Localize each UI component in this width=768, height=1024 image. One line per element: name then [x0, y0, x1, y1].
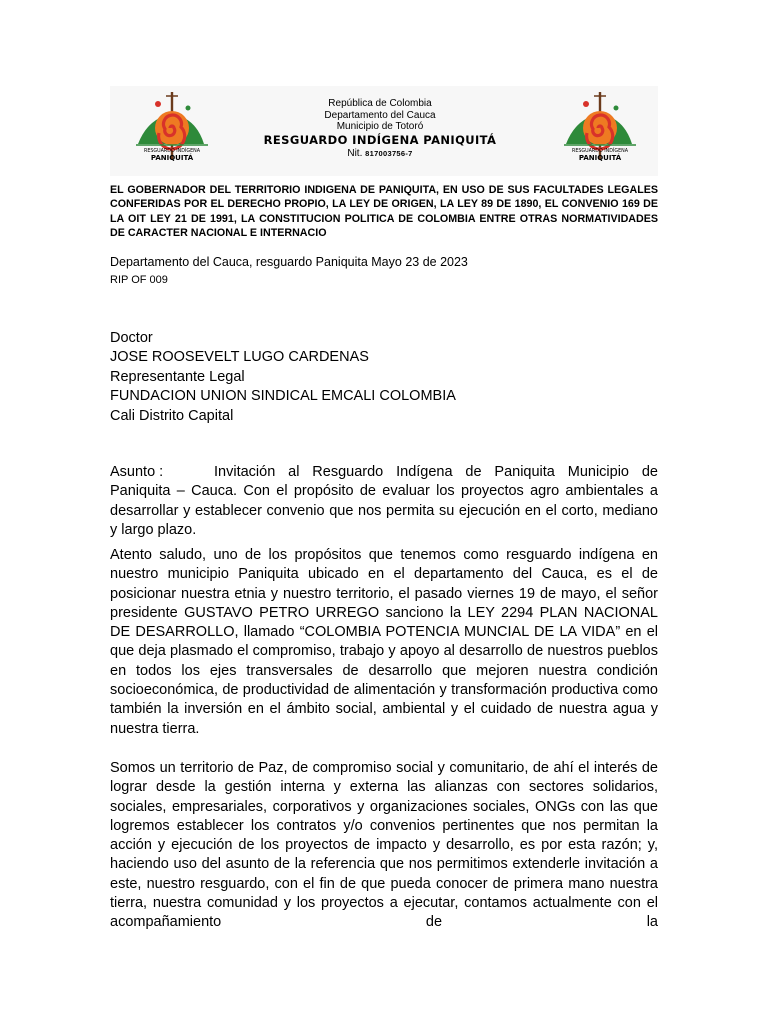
nit-label: Nit.: [347, 148, 363, 159]
logo-subtext: RESGUARDO INDÍGENA: [144, 149, 200, 154]
recipient-block: [110, 329, 658, 426]
body-paragraph: Somos un territorio de Paz, de compromiso social y comunitario, de ahí el interés de lograr desde la gestión interna y externa las alianzas con sectores solidarios, sociales, empresariales, corporativos y organizaciones sociales, ONGs con las que logremos establecer los contratos y/o convenios pertinentes que nos permitan la acción y ejecución de los proyectos de impacto y desarrollo, es por esta razón; y, haciendo uso del asunto de la referencia que nos permitimos extenderle invitación a este, nuestro resguardo, con el fin de que pueda conocer de primera mano nuestra tierra, nuestra comunidad y los proyectos a ejecutar, contamos actualmente con el acompañamiento de la: [110, 760, 658, 931]
country-line: República de Colombia: [328, 98, 432, 109]
governor-statement: EL GOBERNADOR DEL TERRITORIO INDIGENA DE PANIQUITA, EN USO DE SUS FACULTADES LEGALES CONFERIDAS POR EL DERECHO PROPIO, LA LEY DE ORIGEN, LA LEY 89 DE 1890, EL CONVENIO 169 DE LA OIT LEY 21 DE 1991, LA CONSTITUCION POLITICA DE COLOMBIA ENTRE OTRAS NORMATIVIDADES DE CARACTER NACIONAL E INTERNACIO: [110, 184, 658, 240]
recipient-title: Doctor: [110, 330, 153, 346]
place-date: Departamento del Cauca, resguardo Paniquita Mayo 23 de 2023: [110, 255, 468, 269]
nit-line: [240, 148, 520, 160]
recipient-organization: FUNDACION UNION SINDICAL EMCALI COLOMBIA: [110, 388, 456, 405]
department-line: Departamento del Cauca: [324, 109, 436, 121]
reference-number: RIP OF 009: [110, 274, 168, 286]
subject-text: Invitación al Resguardo Indígena de Paniquita Municipio de Paniquita – Cauca. Con el propósito de evaluar los proyectos agro ambientales a desarrollar y establecer convenio que nos permita su ejecución en el corto, mediano y largo plazo.: [110, 464, 658, 538]
recipient-name: JOSE ROOSEVELT LUGO CARDENAS: [110, 349, 369, 366]
spiral-logo-icon: [128, 88, 212, 172]
logo-subtext: RESGUARDO INDÍGENA: [572, 149, 628, 154]
subject-label: Asunto :: [110, 464, 164, 480]
nit-number: 817003756-7: [365, 149, 413, 158]
logo-text: PANIQUITÁ: [578, 154, 622, 162]
resguardo-logo-left: [128, 88, 212, 172]
spiral-logo-icon: [556, 88, 640, 172]
letterhead-text: [240, 98, 520, 160]
recipient-role: Representante Legal: [110, 368, 245, 385]
logo-text: PANIQUITÁ: [150, 154, 194, 162]
subject-paragraph: [110, 463, 658, 540]
resguardo-name: RESGUARDO INDÍGENA PANIQUITÁ: [263, 132, 497, 147]
resguardo-logo-right: [556, 88, 640, 172]
municipality-line: Municipio de Totoró: [336, 121, 424, 132]
recipient-city: Cali Distrito Capital: [110, 407, 234, 424]
body-paragraph: Atento saludo, uno de los propósitos que tenemos como resguardo indígena en nuestro municipio Paniquita ubicado en el departamento del Cauca, es el de posicionar nuestra etnia y nuestro territorio, el pasado viernes 19 de mayo, el señor presidente GUSTAVO PETRO URREGO sanciono la LEY 2294 PLAN NACIONAL DE DESARROLLO, llamado “COLOMBIA POTENCIA MUNCIAL DE LA VIDA” en el que deja plasmado el compromiso, trabajo y apoyo al desarrollo de nuestros pueblos en todos los ejes transversales de desarrollo que mejoren nuestra condición socioeconómica, de productividad de alimentación y transformación productiva como también la inversión en el ámbito social, ambiental y el cuidado de nuestra agua y nuestra tierra.: [110, 547, 658, 737]
